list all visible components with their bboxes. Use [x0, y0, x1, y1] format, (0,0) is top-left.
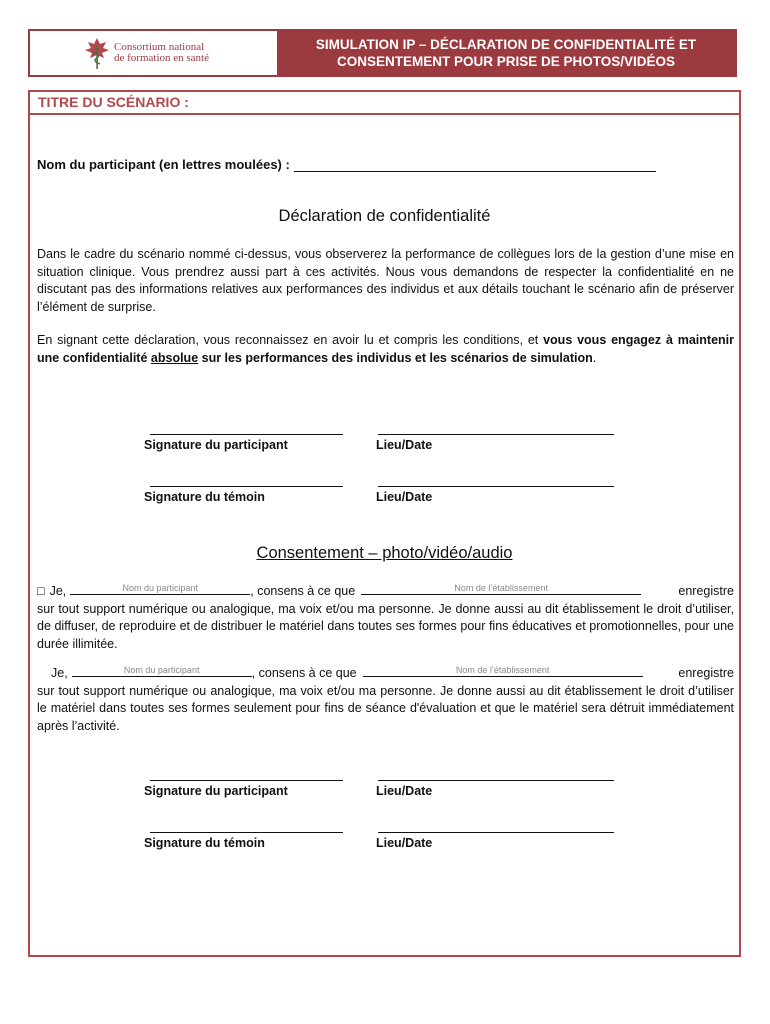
logo-text-line2: de formation en santé — [114, 52, 209, 64]
confidentiality-paragraph-2 — [37, 332, 734, 367]
logo-text-line1: Consortium national — [114, 41, 205, 53]
consent-option-1-name-field[interactable] — [70, 583, 250, 595]
document-title-line2: CONSENTEMENT POUR PRISE DE PHOTOS/VIDÉOS — [336, 54, 676, 69]
para2-bold-1: vous vous engagez à maintenir une confidentialité — [37, 333, 734, 365]
consent-title: Consentement – photo/vidéo/audio — [256, 544, 513, 562]
form-frame — [28, 90, 741, 957]
name-hint: Nom du participant — [122, 582, 199, 593]
consent-option-2-text: sur tout support numérique ou analogique, ma voix et/ou ma personne. Je donne aussi au dit établissement le droit d’utiliser le matériel dans toutes ses formes seulement pour fins de séance d'évaluation et que le matériel sera détruit immédiatement après l’activité. — [37, 683, 734, 733]
participant-place-date-label: Lieu/Date — [376, 438, 433, 452]
consent-option-1-establishment-field[interactable] — [361, 583, 641, 595]
consent-option-1-text: sur tout support numérique ou analogique, ma voix et/ou ma personne. Je donne aussi au dit établissement le droit d’utiliser, de diffuser, de reproduire et de distribuer le matériel dans toutes ses formes pour fins éducatives et promotionnelles, pour une durée illimitée. — [37, 601, 734, 651]
scenario-bar — [30, 92, 739, 115]
participant-name-label: Nom du participant (en lettres moulées) : — [37, 157, 290, 172]
consent-option-2-name-field[interactable] — [72, 665, 252, 677]
participant-signature-line[interactable] — [150, 434, 343, 435]
witness-signature-label: Signature du témoin — [144, 490, 265, 504]
witness-signature-line[interactable] — [150, 486, 343, 487]
consent-option-2 — [37, 665, 734, 735]
logo — [30, 31, 277, 75]
consent-option-1-checkbox[interactable]: □ — [37, 584, 45, 598]
consent-option-2-establishment-field[interactable] — [363, 665, 643, 677]
consent-witness-place-date-line[interactable] — [378, 832, 614, 833]
witness-place-date-label: Lieu/Date — [376, 490, 433, 504]
witness-place-date-line[interactable] — [378, 486, 614, 487]
consent-participant-place-date-label: Lieu/Date — [376, 784, 433, 798]
consent-consens-label: , consens à ce que — [250, 584, 356, 598]
consent-witness-place-date-label: Lieu/Date — [376, 836, 433, 850]
para2-bold-2: sur les performances des individus et les scénarios de simulation — [198, 350, 593, 365]
consent-consens-label-2: , consens à ce que — [251, 666, 357, 680]
establishment-hint: Nom de l’établissement — [454, 582, 548, 593]
document-header — [28, 29, 737, 77]
consent-je-label: Je, — [49, 584, 67, 598]
participant-signature-label: Signature du participant — [144, 438, 288, 452]
para2-end: . — [592, 350, 597, 365]
para2-bold-underlined: absolue — [150, 350, 199, 365]
consent-participant-signature-label: Signature du participant — [144, 784, 288, 798]
consent-enregistre-label-2: enregistre — [678, 666, 734, 680]
consent-participant-signature-line[interactable] — [150, 780, 343, 781]
scenario-title-label: TITRE DU SCÉNARIO : — [38, 94, 189, 110]
consent-option-1 — [37, 583, 734, 653]
establishment-hint-2: Nom de l’établissement — [455, 664, 550, 675]
consent-je-label-2: Je, — [51, 666, 68, 680]
participant-name-field[interactable] — [294, 157, 656, 172]
consent-enregistre-label: enregistre — [678, 584, 734, 598]
caduceus-leaf-icon — [84, 36, 110, 70]
para2-text: En signant cette déclaration, vous reconnaissez en avoir lu et compris les conditions, et — [37, 333, 544, 347]
confidentiality-title: Déclaration de confidentialité — [278, 207, 491, 225]
consent-witness-signature-label: Signature du témoin — [144, 836, 265, 850]
document-title — [277, 31, 735, 75]
document-title-line1: SIMULATION IP – DÉCLARATION DE CONFIDENTIALITÉ ET — [315, 37, 697, 52]
participant-place-date-line[interactable] — [378, 434, 614, 435]
confidentiality-paragraph-1: Dans le cadre du scénario nommé ci-dessus, vous observerez la performance de collègues lors de la gestion d’une mise en situation clinique. Vous prendrez aussi part à ces activités. Nous vous demandons de respecter la confidentialité en ne discutant pas des informations relatives aux performances des individus et aux détails touchant le scénario afin de préserver l’élément de surprise. — [37, 247, 734, 314]
consent-participant-place-date-line[interactable] — [378, 780, 614, 781]
name-hint-2: Nom du participant — [123, 664, 200, 675]
participant-name-row — [37, 157, 656, 172]
consent-witness-signature-line[interactable] — [150, 832, 343, 833]
